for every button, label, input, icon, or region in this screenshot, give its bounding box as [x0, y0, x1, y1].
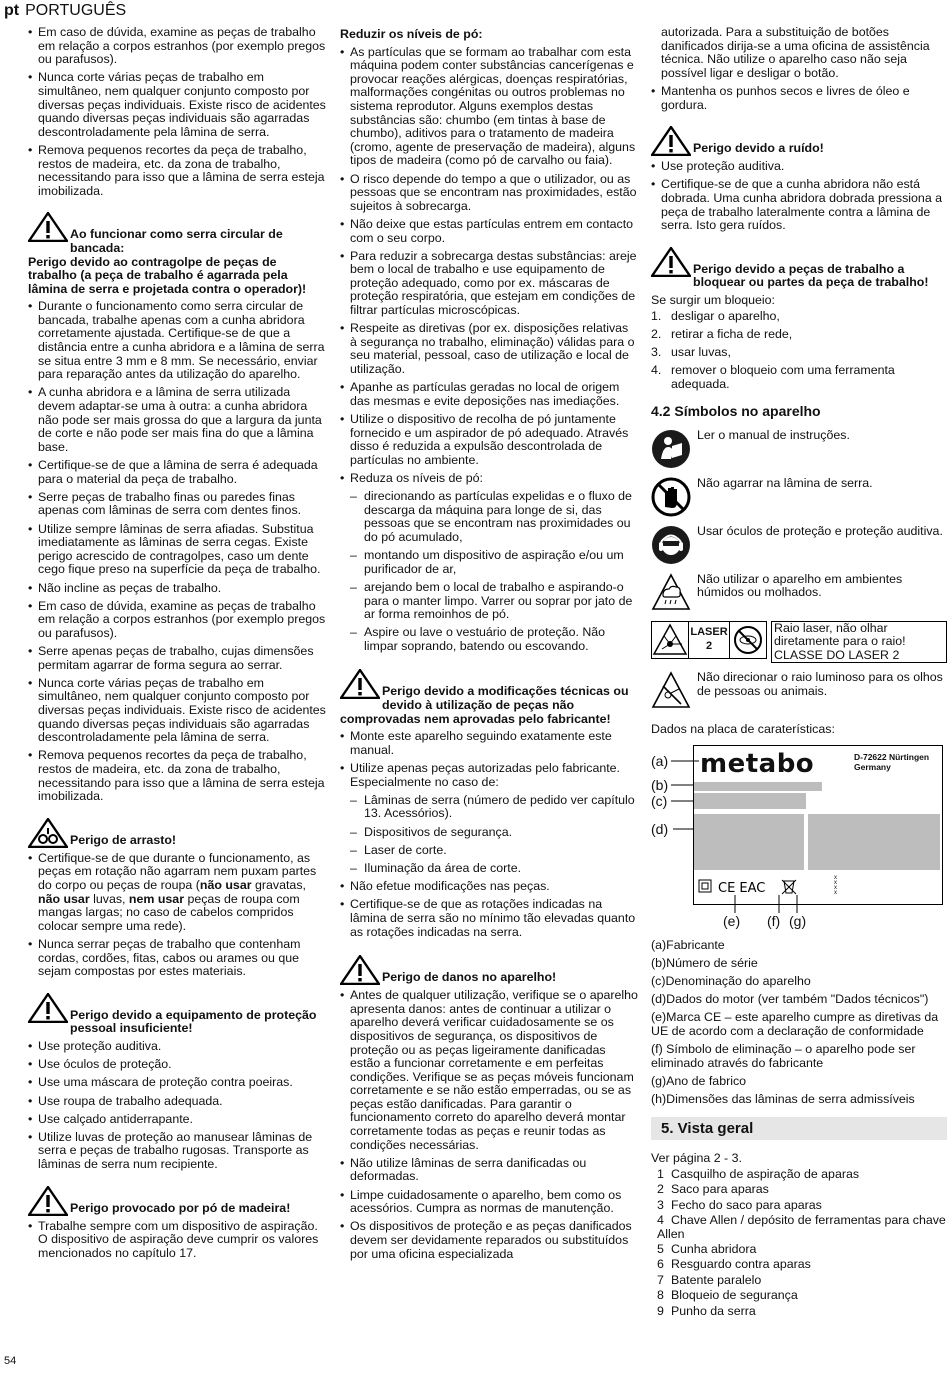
warning-icon	[28, 212, 68, 242]
list-item: • Antes de qualquer utilização, verifique se o aparelho apresenta danos: antes de continuar a utilizar o aparelho deverá verificar cuidadosamente se os dispositivos de segurança, os dispositivos de proteção ou as peças ligeiramente danificadas estão a funcionar corretamente e em perfeitas condições. Verifique se as peças móveis funcionam corretamente e se não estão emperradas, ou se as peças estão danificadas. Para garantir o funcionamento correto do aparelho deverá montar corretamente todas as peças e reunir todas as condições necessárias.	[340, 989, 638, 1152]
symbol-text: Não utilizar o aparelho em ambientes húmidos ou molhados.	[697, 571, 903, 600]
step-item: 2. retirar a ficha de rede,	[651, 326, 793, 341]
list-item: • Certifique-se de que durante o funcionamento, as peças em rotação não agarram nem puxam partes do corpo ou peças de roupa (não usar gravatas, não usar luvas, nem usar peças de roupa com mangas largas; no caso de cabelos compridos colocar sempre uma rede).	[28, 852, 326, 934]
noise-warning	[651, 126, 947, 156]
list-item: • Não efetue modificações nas peças.	[340, 880, 638, 894]
list-item: • Serre apenas peças de trabalho, cujas dimensões permitam agarrar de forma segura ao serrar.	[28, 645, 326, 672]
legend-item: (g)Ano de fabrico	[651, 1073, 747, 1088]
legend-item: (e)Marca CE – este aparelho cumpre as diretivas da UE de acordo com a declaração de conformidade	[651, 1010, 939, 1038]
intro-list	[28, 26, 326, 198]
warning-icon	[340, 669, 380, 699]
plate-label-c: (c)	[651, 792, 668, 809]
plate-label-f: (f)	[767, 912, 781, 929]
step-item: 3. usar luvas,	[651, 344, 731, 359]
warning-icon	[340, 955, 380, 985]
list-item: – Iluminação da área de corte.	[350, 862, 638, 876]
column-1	[28, 26, 326, 1265]
warning-icon	[28, 1186, 68, 1216]
list-item: – montando um dispositivo de aspiração e/ou um purificador de ar,	[350, 549, 638, 576]
plate-heading: Dados na placa de caraterísticas:	[651, 722, 835, 737]
symbol-text: Ler o manual de instruções.	[697, 427, 850, 442]
page-header	[4, 2, 126, 20]
symbol-text: Não agarrar na lâmina de serra.	[697, 475, 873, 490]
list-item: • Utilize sempre lâminas de serra afiadas. Substitua imediatamente as lâminas de serra cegas. Existe perigo acrescido de contragolpes, caso um dente cego fique preso na superfície da peça de trabalho.	[28, 523, 326, 577]
entanglement-warning-icon	[28, 818, 68, 848]
plate-label-e: (e)	[723, 912, 741, 929]
symbol-row	[651, 525, 947, 565]
warning-title: Perigo de danos no aparelho!	[382, 970, 557, 985]
warning-icon	[651, 247, 691, 277]
list-item: • Apanhe as partículas geradas no local de origem das mesmas e evite deposições nas imediações.	[340, 381, 638, 408]
list-item: • Nunca serrar peças de trabalho que contenham cordas, cordões, fitas, cabos ou arames ou que sejam compostas por estes materiais.	[28, 938, 326, 979]
list-item: • Em caso de dúvida, examine as peças de trabalho em relação a corpos estranhos (por exemplo pregos ou parafusos).	[28, 26, 326, 67]
warning-title: Perigo devido a peças de trabalho a bloquear ou partes da peça de trabalho!	[693, 261, 929, 290]
list-item: • Os dispositivos de proteção e as peças danificados devem ser devidamente reparados ou substituídos por uma oficina especializada	[340, 1220, 638, 1261]
list-item: • Utilize luvas de proteção ao manusear lâminas de serra e peças de trabalho rugosas. Transporte as lâminas de serra num recipiente.	[28, 1131, 326, 1172]
list-item: • Use óculos de proteção.	[28, 1058, 326, 1072]
ppe-list	[28, 1040, 326, 1172]
laser-label	[651, 621, 767, 659]
symbols-heading: 4.2 Símbolos no aparelho	[651, 403, 821, 420]
list-item: • Em caso de dúvida, examine as peças de trabalho em relação a corpos estranhos (por exemplo pregos ou parafusos).	[28, 600, 326, 641]
laser-warning-icon	[652, 622, 688, 658]
list-item: • Certifique-se de que a lâmina de serra é adequada para o material da peça de trabalho.	[28, 459, 326, 486]
blocking-steps	[651, 310, 947, 392]
table-saw-warning	[28, 212, 326, 296]
year-marks: x x x x	[834, 874, 837, 896]
list-item: • Remova pequenos recortes da peça de trabalho, restos de madeira, etc. da zona de trabalho, necessitando para isso que a lâmina de serra esteja imobilizada.	[28, 144, 326, 198]
no-rain-icon	[651, 573, 691, 613]
list-item: – Dispositivos de segurança.	[350, 826, 638, 840]
modification-warning	[340, 669, 638, 726]
list-item: • Serre peças de trabalho finas ou paredes finas apenas com lâminas de serra com dentes finos.	[28, 491, 326, 518]
no-eye-direction-icon	[651, 671, 691, 711]
list-item: • Para reduzir a sobrecarga destas substâncias: areje bem o local de trabalho e use equipamento de proteção adequado, como por ex. máscaras de proteção respiratória, que estejam em condições de filtrar partículas microscópicas.	[340, 250, 638, 318]
list-item: • Reduza os níveis de pó:	[340, 472, 638, 486]
brand-logo: metabo	[700, 748, 815, 779]
list-item: – arejando bem o local de trabalho e aspirando-o para o manter limpo. Varrer ou soprar por jato de ar forma remoinhos de pó.	[350, 581, 638, 622]
ce-eac-mark-text: CE EAC	[718, 880, 766, 896]
parts-list	[651, 1168, 947, 1318]
list-item: • As partículas que se formam ao trabalhar com esta máquina podem conter substâncias cancerígenas e provocar reações alérgicas, doenças respiratórias, malformações congénitas ou outros problemas no sistema reprodutor. Alguns exemplos destas substâncias são: chumbo (em tintas à base de chumbo), aditivos para o tratamento de madeira (cromo, agente de preservação de madeira), alguns tipos de madeira (como pó de carvalho ou faia).	[340, 46, 638, 168]
list-item: • Não utilize lâminas de serra danificadas ou deformadas.	[340, 1157, 638, 1184]
list-item: – Laser de corte.	[350, 844, 638, 858]
list-item: • Use uma máscara de proteção contra poeiras.	[28, 1076, 326, 1090]
plate-label-b: (b)	[651, 776, 669, 793]
warning-icon	[28, 993, 68, 1023]
warning-title: Perigo devido a modificações técnicas ou devido à utilização de peças não comprovadas nem aprovadas pelo fabricante!	[340, 684, 629, 726]
column-3	[651, 26, 947, 1320]
reduce-list	[340, 46, 638, 486]
list-item: 5 Cunha abridora	[657, 1242, 757, 1257]
modification-dash-list	[350, 794, 638, 876]
list-item: • Não deixe que estas partículas entrem em contacto com o seu corpo.	[340, 218, 638, 245]
list-item: • Nunca corte várias peças de trabalho em simultâneo, nem qualquer conjunto composto por diversas peças individuais. Existe risco de acidentes quando diversas peças individuais são agarradas descontroladamente pela lâmina de serra.	[28, 677, 326, 745]
symbol-row	[651, 573, 947, 613]
list-item: • Nunca corte várias peças de trabalho em simultâneo, nem qualquer conjunto composto por diversas peças individuais. Existe risco de acidentes quando diversas peças individuais são agarradas descontroladamente pela lâmina de serra.	[28, 71, 326, 139]
language-code: pt	[4, 2, 20, 19]
warning-title: Perigo devido a ruído!	[693, 141, 824, 156]
list-item: – Aspire ou lave o vestuário de proteção. Não limpar soprando, batendo ou escovando.	[350, 626, 638, 653]
list-item: • O risco depende do tempo a que o utilizador, ou as pessoas que se encontram nas proximidades, estão sujeitos à sobrecarga.	[340, 173, 638, 214]
legend-item: (b)Número de série	[651, 955, 758, 970]
warning-subtitle: Perigo devido ao contragolpe de peças de trabalho (a peça de trabalho é agarrada pela lâmina de serra e projetada contra o operador)!	[28, 254, 307, 296]
overview-heading: 5. Vista geral	[651, 1117, 947, 1141]
laser-text: LASER	[690, 625, 728, 638]
laser-warning-text: Raio laser, não olhar diretamente para o raio! CLASSE DO LASER 2	[771, 621, 947, 663]
continued-text: autorizada. Para a substituição de botões danificados dirija-se a uma oficina de assistência técnica. Não utilize o aparelho caso não seja possível ligar e desligar o botão.	[661, 25, 930, 80]
grip-list	[651, 85, 947, 112]
list-item: 7 Batente paralelo	[657, 1272, 762, 1287]
list-item: – Lâminas de serra (número de pedido ver capítulo 13. Acessórios).	[350, 794, 638, 821]
list-item: • Remova pequenos recortes da peça de trabalho, restos de madeira, etc. da zona de trabalho, necessitando para isso que a lâmina de serra esteja imobilizada.	[28, 749, 326, 803]
list-item: • A cunha abridora e a lâmina de serra utilizada devem adaptar-se uma à outra: a cunha abridora não pode ser mais grossa do que a largura da junta de corte e não pode ser mais fina do que a lâmina base.	[28, 386, 326, 454]
reduce-dash-list	[350, 490, 638, 653]
section-heading: Reduzir os níveis de pó:	[340, 27, 483, 41]
manufacturer-address: D-72622 Nürtingen	[854, 751, 930, 762]
legend-item: (h)Dimensões das lâminas de serra admissíveis	[651, 1092, 915, 1107]
modification-list-2	[340, 880, 638, 939]
warning-icon	[651, 126, 691, 156]
damage-list	[340, 989, 638, 1261]
plate-legend	[651, 939, 947, 1107]
list-item: 1 Casquilho de aspiração de aparas	[657, 1166, 860, 1181]
list-item: • Não incline as peças de trabalho.	[28, 582, 326, 596]
list-item: • Certifique-se de que as rotações indicadas na lâmina de serra são no mínimo tão elevadas quanto as rotações indicadas na serra.	[340, 898, 638, 939]
warning-title: Ao funcionar como serra circular de bancada:	[70, 227, 283, 255]
list-item: • Mantenha os punhos secos e livres de óleo e gordura.	[651, 85, 947, 112]
list-item: 4 Chave Allen / depósito de ferramentas para chave Allen	[657, 1213, 946, 1241]
step-item: 4. remover o bloqueio com uma ferramenta adequada.	[651, 363, 895, 391]
list-item: 6 Resguardo contra aparas	[657, 1257, 811, 1272]
list-item: • Use proteção auditiva.	[28, 1040, 326, 1054]
modification-list	[340, 730, 638, 789]
ppe-warning	[28, 993, 326, 1036]
legend-item: (a)Fabricante	[651, 937, 725, 952]
list-item: • Monte este aparelho seguindo exatamente este manual.	[340, 730, 638, 757]
list-item: • Use proteção auditiva.	[651, 160, 947, 174]
dust-warning	[28, 1186, 326, 1216]
plate-leader-lines	[651, 745, 947, 935]
plate-label-a: (a)	[651, 752, 669, 769]
noise-list	[651, 160, 947, 233]
warning-title: Perigo devido a equipamento de proteção pessoal insuficiente!	[70, 1007, 317, 1036]
list-item: • Certifique-se de que a cunha abridora não está dobrada. Uma cunha abridora dobrada pressiona a peça de trabalho lateralmente contra a lâmina de serra. Isto gera ruídos.	[651, 178, 947, 232]
step-item: 1. desligar o aparelho,	[651, 308, 780, 323]
list-item: • Trabalhe sempre com um dispositivo de aspiração. O dispositivo de aspiração deve cumprir os valores mencionados no capítulo 17.	[28, 1220, 326, 1261]
plate-label-d: (d)	[651, 820, 669, 837]
list-item: • Utilize apenas peças autorizadas pelo fabricante. Especialmente no caso de:	[340, 762, 638, 789]
manufacturer-country: Germany	[854, 761, 891, 772]
symbol-row	[651, 477, 947, 517]
list-item: – direcionando as partículas expelidas e o fluxo de descarga da máquina para longe de si, das pessoas que se encontram nas proximidades ou do pó acumulado,	[350, 490, 638, 544]
rating-plate-figure	[651, 745, 947, 935]
no-stare-icon	[729, 622, 766, 658]
blocking-warning	[651, 247, 947, 290]
list-item: 8 Bloqueio de segurança	[657, 1288, 798, 1303]
plate-label-g: (g)	[789, 912, 807, 929]
goggles-earmuffs-icon	[651, 525, 691, 565]
list-item: 3 Fecho do saco para aparas	[657, 1197, 822, 1212]
dust-list	[28, 1220, 326, 1261]
list-item: 2 Saco para aparas	[657, 1182, 769, 1197]
list-item: • Use calçado antiderrapante.	[28, 1113, 326, 1127]
drag-list	[28, 852, 326, 979]
symbol-text: Não direcionar o raio luminoso para os olhos de pessoas ou animais.	[697, 670, 943, 698]
list-item: • Use roupa de trabalho adequada.	[28, 1095, 326, 1109]
blocking-intro: Se surgir um bloqueio:	[651, 292, 775, 307]
legend-item: (c)Denominação do aparelho	[651, 974, 811, 989]
legend-item: (d)Dados do motor (ver também "Dados técnicos")	[651, 992, 929, 1007]
list-item: • Durante o funcionamento como serra circular de bancada, trabalhe apenas com a cunha abridora corretamente ajustada. Certifique-se de que a distância entre a cunha abridora e a lâmina de serra se situa entre 3 mm e 8 mm. Se necessário, enviar para reparação antes da utilização do aparelho.	[28, 300, 326, 382]
column-2	[340, 28, 638, 1266]
legend-item: (f) Símbolo de eliminação – o aparelho pode ser eliminado através do fabricante	[651, 1042, 916, 1070]
symbol-text: Usar óculos de proteção e proteção auditiva.	[697, 523, 943, 538]
drag-warning	[28, 818, 326, 848]
damage-warning	[340, 955, 638, 985]
overview-intro: Ver página 2 - 3.	[651, 1151, 742, 1166]
laser-symbol-row	[651, 621, 947, 663]
symbol-row	[651, 671, 947, 711]
list-item: • Limpe cuidadosamente o aparelho, bem como os acessórios. Cumpra as normas de manutenção.	[340, 1189, 638, 1216]
laser-class-number: 2	[705, 639, 713, 652]
no-hand-icon	[651, 477, 691, 517]
read-manual-icon	[651, 429, 691, 469]
warning-title: Perigo provocado por pó de madeira!	[70, 1200, 291, 1215]
symbol-row	[651, 429, 947, 469]
table-saw-list	[28, 300, 326, 804]
list-item: • Respeite as diretivas (por ex. disposições relativas à segurança no trabalho, eliminação) válidas para o seu material, pessoal, caso de utilização e local de utilização.	[340, 322, 638, 376]
list-item: 9 Punho da serra	[657, 1303, 756, 1318]
list-item: • Utilize o dispositivo de recolha de pó juntamente fornecido e um aspirador de pó adequado. Através disso é reduzida a expulsão descontrolada de partículas no ambiente.	[340, 413, 638, 467]
language-name: PORTUGUÊS	[25, 2, 127, 19]
warning-title: Perigo de arrasto!	[70, 832, 177, 847]
page-number: 54	[4, 1355, 17, 1367]
